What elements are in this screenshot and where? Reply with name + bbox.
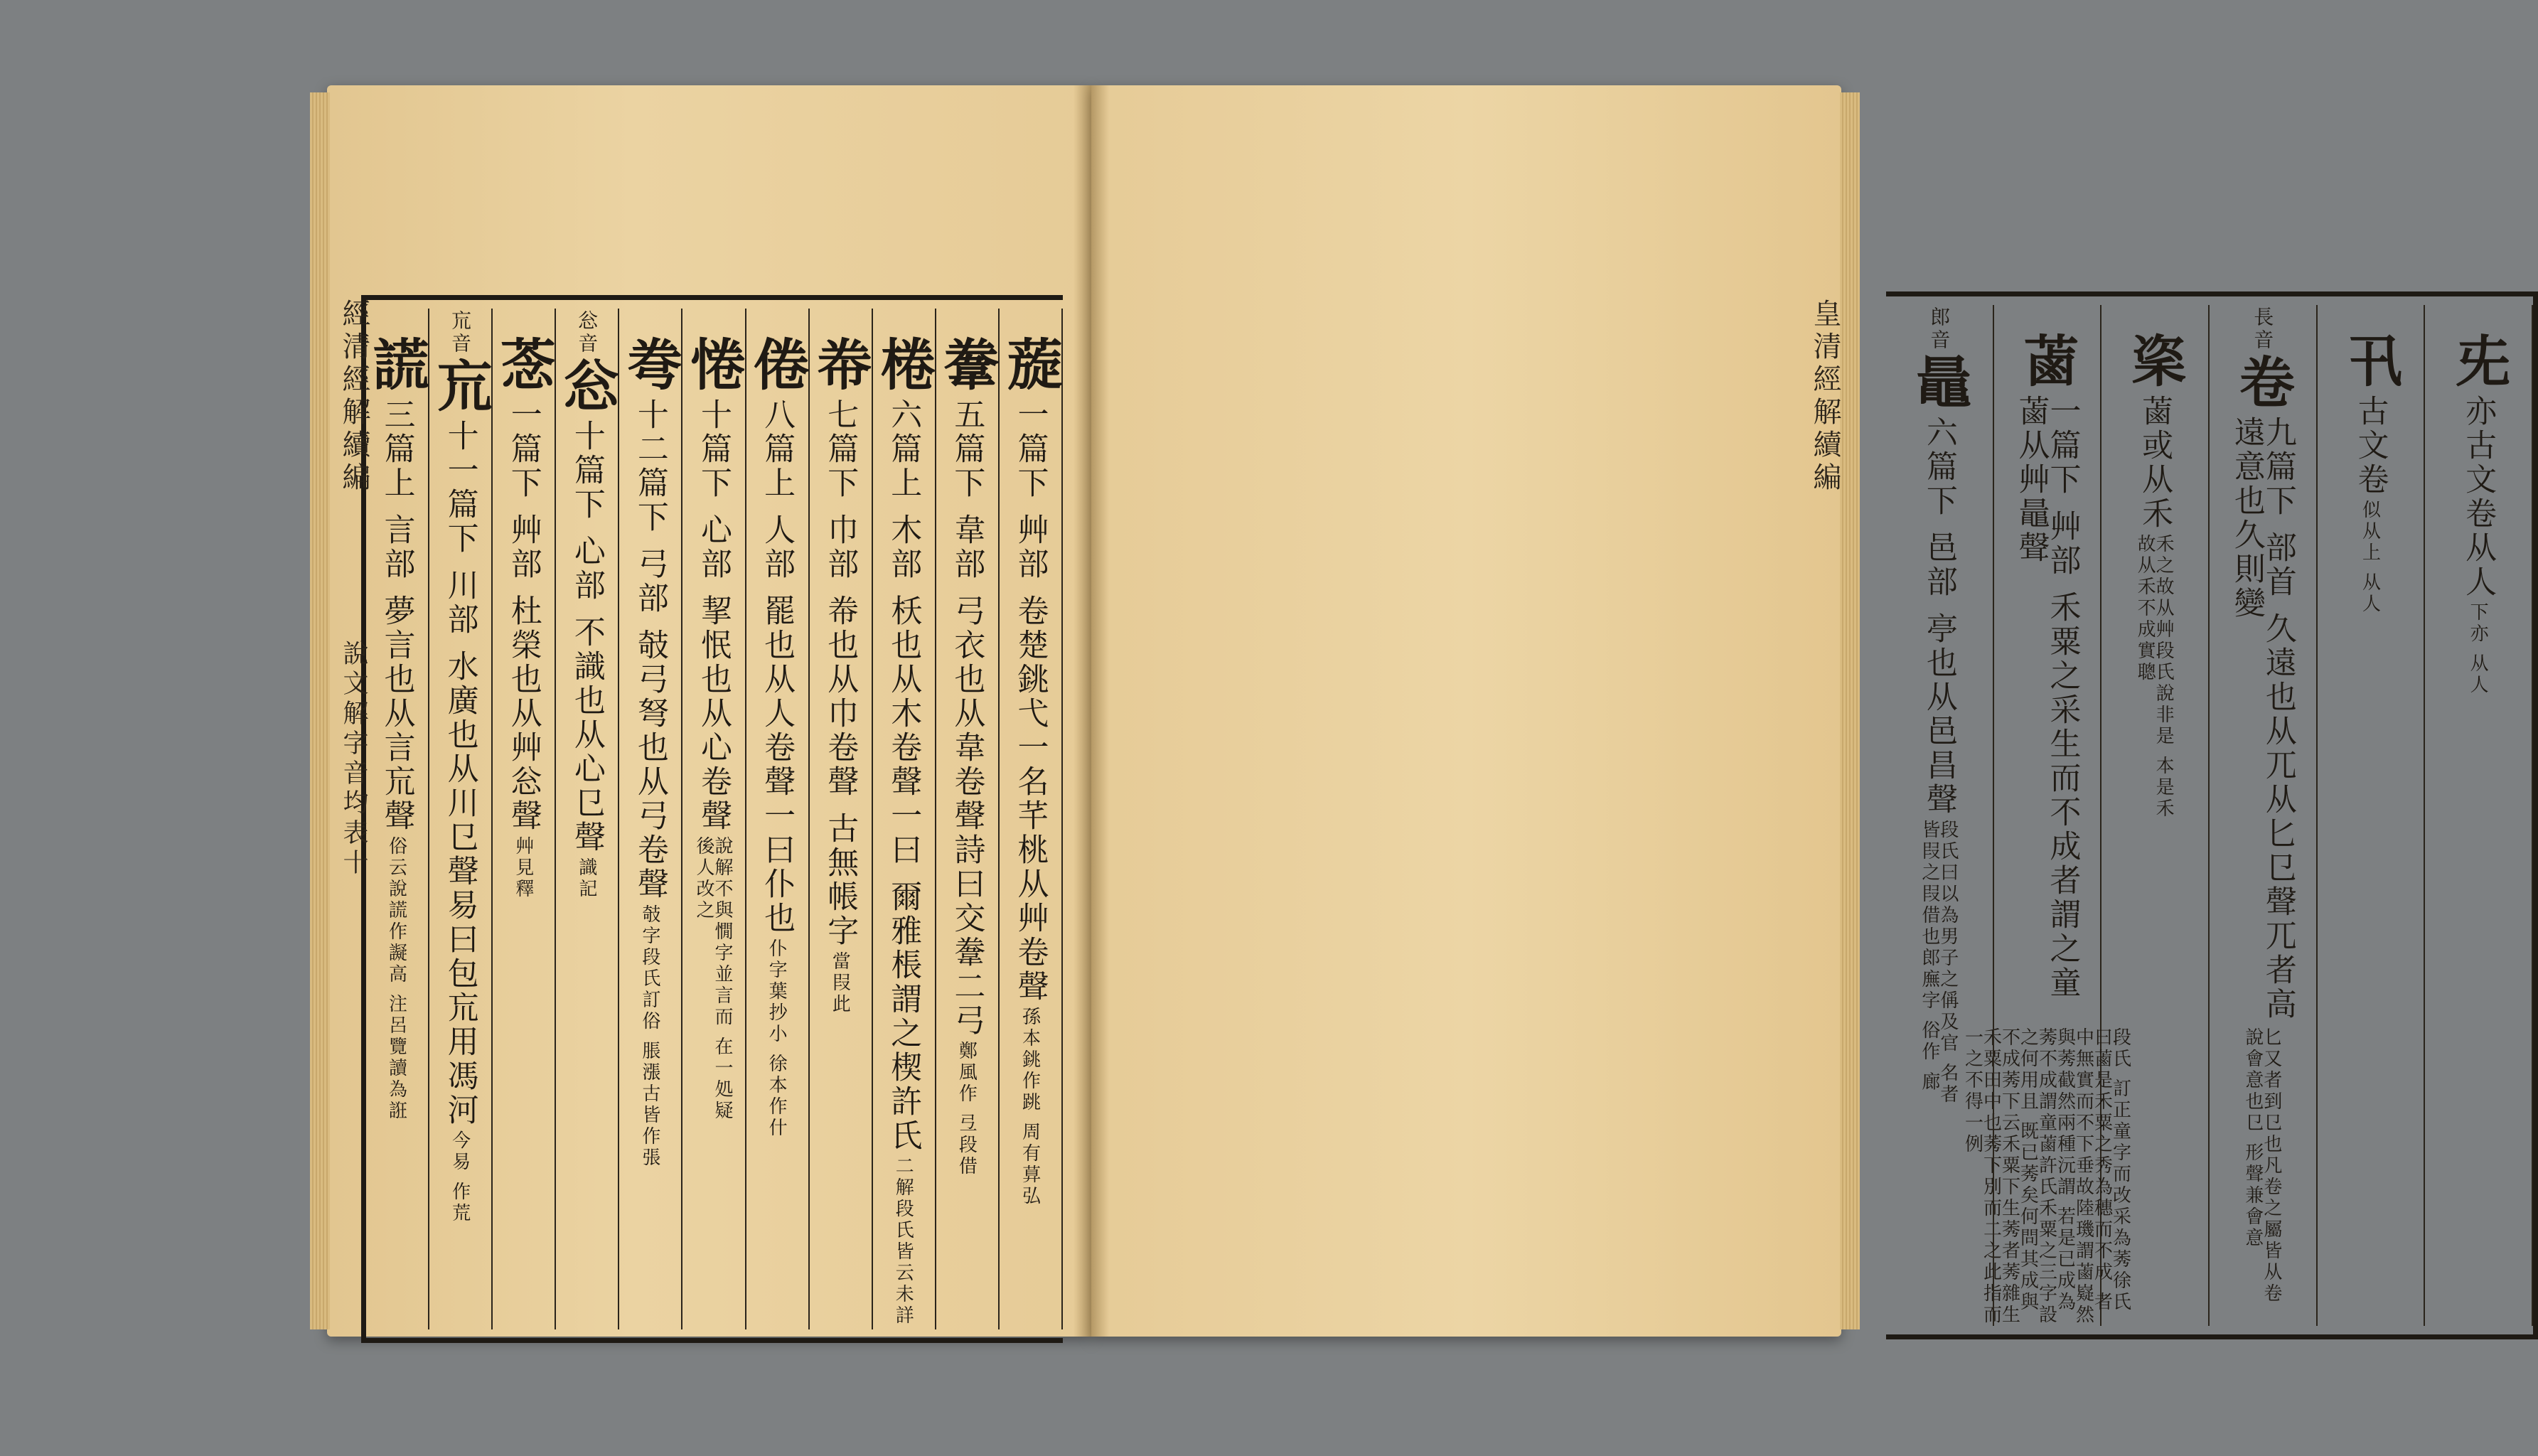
entry-column	[745, 309, 810, 1329]
entry-content	[745, 314, 808, 1329]
entry-column	[618, 309, 682, 1329]
entry-column	[681, 309, 746, 1329]
entry-gloss: 八篇上 人部 罷也从人卷聲一曰仆也	[759, 398, 796, 936]
entry-column	[1885, 305, 1994, 1326]
entry-gloss: 一篇下 艸部 禾粟之采生而不成者謂之童蓾从艸鼂聲	[2013, 395, 2081, 1000]
head-character: 弮	[617, 336, 682, 394]
entry-annotation: 段氏 訂正童字而改采為莠徐氏曰蓾是禾粟之秀為穗而不成 者中無實而不下垂故陸璣謂蓾嶷然與莠截然兩種沅謂 若是已成為莠不成謂童蓾許氏禾粟之三字設之何用且 既已莠矣何問其成與不成莠下云禾粟下生莠者莠雜生 禾粟田中也莠下別而二之此指而一之不得一例	[1961, 1027, 2131, 1326]
book-gutter	[1073, 85, 1109, 1337]
entry-annotation: 當叚此	[829, 951, 851, 1015]
head-character: 謊	[364, 336, 429, 394]
entry-content	[427, 310, 493, 1329]
open-book	[327, 85, 2511, 1365]
entry-gloss: 十二篇下 弓部 攲弓弩也从弓卷聲	[631, 398, 668, 901]
head-character: 菍	[491, 336, 556, 394]
entry-gloss: 三篇上 言部 夢言也从言巟聲	[378, 398, 415, 833]
left-text-frame	[361, 295, 1063, 1343]
entry-gloss: 十一篇下 川部 水廣也从川㔾聲易曰包巟用馮河	[441, 419, 478, 1128]
head-character: 秶	[2122, 332, 2188, 390]
entry-content	[2208, 306, 2316, 1326]
entry-annotation: 俗云說謊作譺高 注呂覽讀為誑	[385, 835, 407, 1123]
entry-annotation: 識記	[575, 857, 597, 900]
page-edge	[1840, 92, 1860, 1329]
entry-content	[872, 314, 935, 1329]
head-character: 惓	[681, 336, 746, 394]
pronunciation-note: 長音	[2251, 306, 2275, 352]
entry-annotation: 攲字段氏訂俗 脹漲古皆作張	[638, 904, 660, 1169]
entry-annotation: 仆字葉抄小 徐本作什	[766, 938, 788, 1140]
entry-column	[428, 309, 493, 1329]
head-character: 鼂	[1906, 353, 1971, 412]
entry-annotation: 二解段氏皆云未詳	[892, 1155, 914, 1327]
head-character: 蓾	[2014, 332, 2079, 390]
entry-column	[555, 309, 619, 1329]
head-character: 韏	[934, 336, 1000, 394]
entry-gloss: 九篇下 部首 久遠也从兀从匕㔾聲兀者高遠意也久則變	[2228, 416, 2296, 1022]
entry-content	[808, 314, 872, 1329]
entry-gloss: 十篇下 心部 挈怋也从心卷聲	[695, 398, 732, 833]
entry-content	[1885, 306, 1993, 1326]
entry-column	[998, 309, 1063, 1329]
entry-column	[935, 309, 1000, 1329]
entry-content	[554, 310, 619, 1329]
right-page	[1091, 85, 2511, 1337]
entry-annotation: 下亦 从人	[2467, 602, 2489, 697]
entry-annotation: 鄭風作 弖段借	[955, 1040, 978, 1178]
entry-column	[2424, 305, 2533, 1326]
entry-gloss: 一篇下 艸部 卷楚銚弋一名芊桃从艸卷聲	[1012, 398, 1049, 1004]
entry-content	[2424, 311, 2532, 1326]
head-character: 兂	[2446, 332, 2511, 390]
entry-content	[1961, 311, 2131, 1326]
entry-gloss: 六篇下 邑部 亭也从邑昌聲	[1920, 416, 1957, 817]
entry-column	[808, 309, 873, 1329]
entry-content	[681, 314, 744, 1329]
entry-gloss: 七篇下 巾部 帣也从巾卷聲 古無帳字	[822, 398, 859, 948]
pronunciation-note: 巟音	[449, 310, 473, 355]
head-character: 卷	[2229, 353, 2295, 412]
entry-annotation: 艸見釋	[512, 835, 534, 900]
head-character: 卂	[2338, 332, 2403, 390]
entry-gloss: 五篇下 韋部 弓衣也从韋卷聲詩曰交韏二弓	[948, 398, 985, 1038]
entry-content	[935, 314, 998, 1329]
pronunciation-note: 郎音	[1927, 306, 1951, 352]
entry-gloss: 一篇下 艸部 杜榮也从艸忩聲	[505, 398, 542, 833]
entry-content	[618, 314, 681, 1329]
pronunciation-note: 忩音	[575, 310, 599, 355]
entry-annotation: 說解不與憪字並言而 在一処疑後人改之	[693, 835, 733, 1123]
entry-annotation: 孫本銚作跳 周有萛弘	[1019, 1006, 1041, 1208]
entry-gloss: 六篇上 木部 枖也从木卷聲一曰 爾雅棖謂之楔許氏	[885, 398, 922, 1153]
head-character: 巟	[427, 357, 493, 415]
left-page	[327, 85, 1091, 1337]
entry-column	[2316, 305, 2426, 1326]
head-character: 忩	[554, 357, 619, 415]
entry-content	[998, 314, 1061, 1329]
head-character: 倦	[744, 336, 810, 394]
entry-annotation: 似从上 从人	[2359, 500, 2381, 616]
entry-annotation: 匕又者到㔾也凡卷之屬皆从卷 說會意也㔾 形聲兼會意	[2242, 1027, 2282, 1305]
left-margin-title: 經清經解續編	[338, 299, 370, 495]
entry-column	[491, 309, 556, 1329]
entry-content	[491, 314, 555, 1329]
entry-column	[1961, 305, 2131, 1326]
entry-gloss: 蓾或从禾	[2136, 395, 2173, 531]
head-character: 棬	[871, 336, 936, 394]
entry-column	[872, 309, 936, 1329]
page-edge	[310, 92, 330, 1329]
entry-annotation: 今易 作荒	[449, 1130, 471, 1225]
entry-gloss: 亦古文卷从人	[2460, 395, 2497, 599]
entry-annotation: 禾之故从艸段氏說非是 本是禾故从禾不成實聰	[2134, 534, 2175, 820]
right-text-frame	[1886, 291, 2538, 1339]
entry-gloss: 古文卷	[2352, 395, 2389, 497]
head-character: 蔙	[997, 336, 1063, 394]
entry-gloss: 十篇下 心部 不識也从心㔾聲	[568, 419, 605, 855]
head-character: 帣	[808, 336, 873, 394]
right-margin-title: 皇清經解續編	[1809, 299, 1841, 495]
entry-column	[2208, 305, 2318, 1326]
left-margin-subtitle: 說文解字音均表十	[339, 640, 368, 879]
entry-content	[2316, 311, 2424, 1326]
entry-annotation: 段氏曰以為男子之偁及官 名者皆叚之叚借也郎廡字 俗作 廊	[1918, 819, 1959, 1106]
